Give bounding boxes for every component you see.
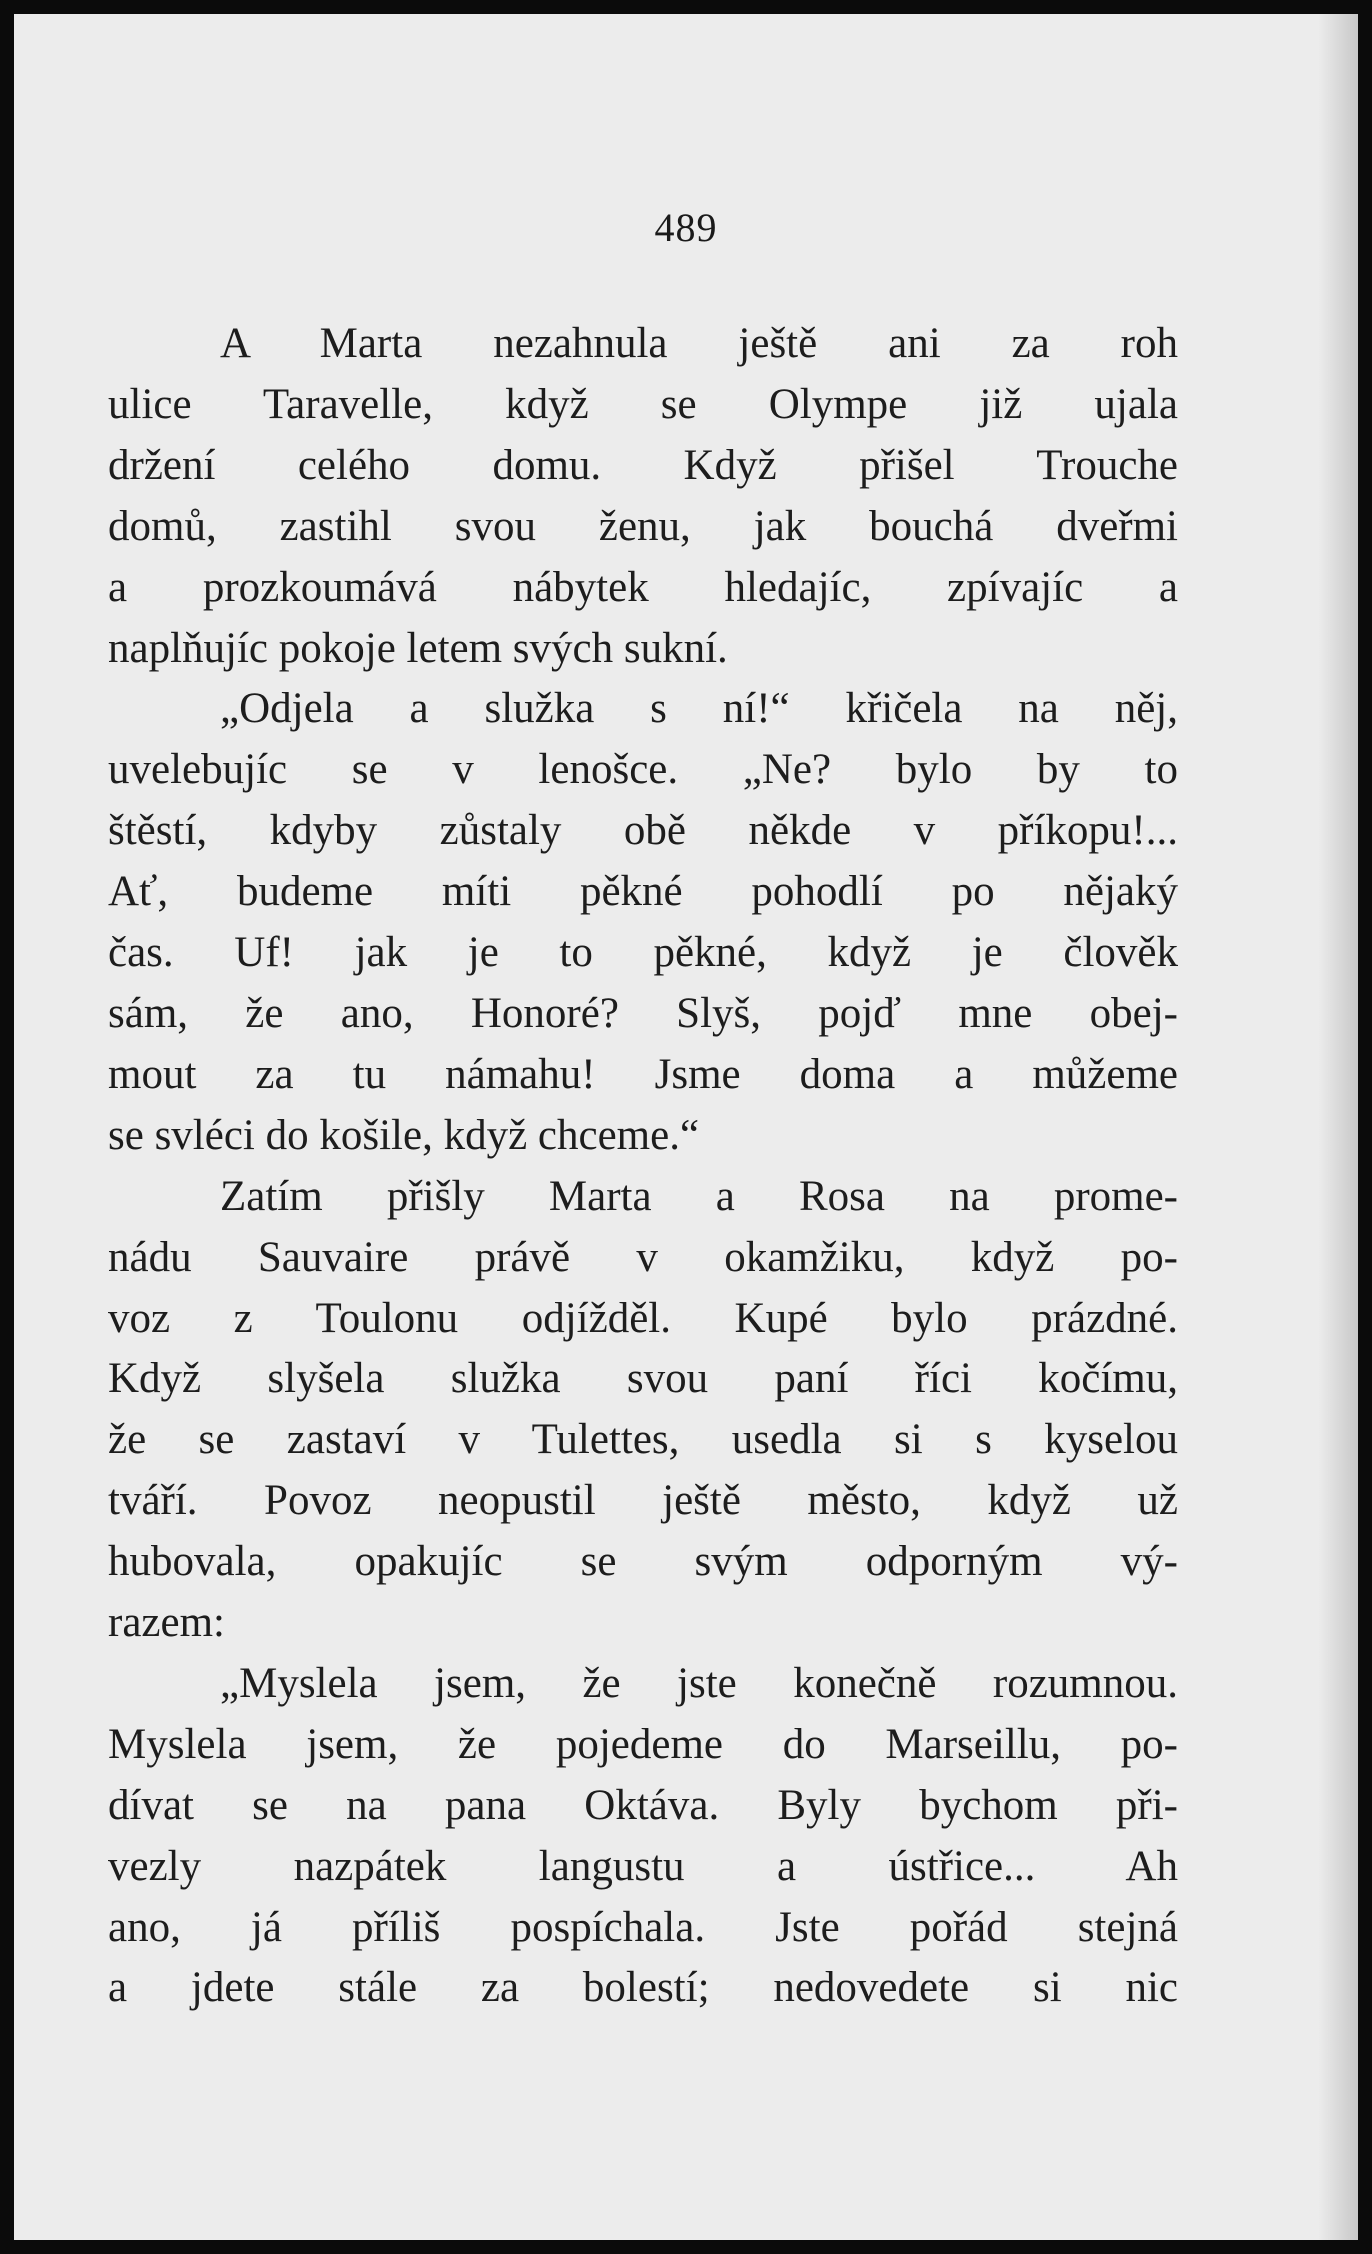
body-text <box>108 314 1178 2019</box>
text-line: tváří. Povoz neopustil ještě město, když už <box>108 1477 1178 1525</box>
text-line: Zatím přišly Marta a Rosa na prome- <box>220 1172 1178 1220</box>
text-line: Když slyšela služka svou paní říci kočímu, <box>108 1355 1178 1403</box>
text-line: nádu Sauvaire právě v okamžiku, když po- <box>108 1233 1178 1281</box>
text-line: hubovala, opakujíc se svým odporným vý- <box>108 1538 1178 1586</box>
text-line: razem: <box>108 1599 225 1647</box>
text-line: mout za tu námahu! Jsme doma a můžeme <box>108 1050 1178 1098</box>
text-line: A Marta nezahnula ještě ani za roh <box>220 320 1178 367</box>
text-line: „Odjela a služka s ní!“ křičela na něj, <box>220 685 1178 733</box>
text-line: se svléci do košile, když chceme.“ <box>108 1111 700 1159</box>
text-line: naplňujíc pokoje letem svých sukní. <box>108 624 728 672</box>
page-edge-shadow <box>1318 14 1358 2240</box>
text-line: štěstí, kdyby zůstaly obě někde v příkopu!... <box>108 807 1178 855</box>
text-line: ano, já příliš pospíchala. Jste pořád stejná <box>108 1903 1178 1951</box>
text-line: dívat se na pana Oktáva. Byly bychom při- <box>108 1781 1178 1829</box>
text-line: sám, že ano, Honoré? Slyš, pojď mne obej- <box>108 989 1178 1037</box>
text-line: voz z Toulonu odjížděl. Kupé bylo prázdné. <box>108 1294 1178 1342</box>
page-number: 489 <box>654 205 718 250</box>
text-line: držení celého domu. Když přišel Trouche <box>108 441 1178 489</box>
text-line: že se zastaví v Tulettes, usedla si s kyselou <box>108 1416 1178 1464</box>
text-line: Myslela jsem, že pojedeme do Marseillu, po- <box>108 1720 1178 1768</box>
text-line: ulice Taravelle, když se Olympe již ujala <box>108 380 1178 428</box>
text-line: Ať, budeme míti pěkné pohodlí po nějaký <box>108 868 1178 916</box>
text-line: domů, zastihl svou ženu, jak bouchá dveřmi <box>108 502 1178 550</box>
text-line: čas. Uf! jak je to pěkné, když je člověk <box>108 929 1178 977</box>
text-line: uvelebujíc se v lenošce. „Ne? bylo by to <box>108 746 1178 794</box>
text-line: a prozkoumává nábytek hledajíc, zpívajíc a <box>108 563 1178 611</box>
text-line: vezly nazpátek langustu a ústřice... Ah <box>108 1842 1178 1890</box>
book-page <box>14 14 1358 2240</box>
text-line: „Myslela jsem, že jste konečně rozumnou. <box>220 1659 1178 1707</box>
text-line: a jdete stále za bolestí; nedovedete si nic <box>108 1964 1178 2012</box>
